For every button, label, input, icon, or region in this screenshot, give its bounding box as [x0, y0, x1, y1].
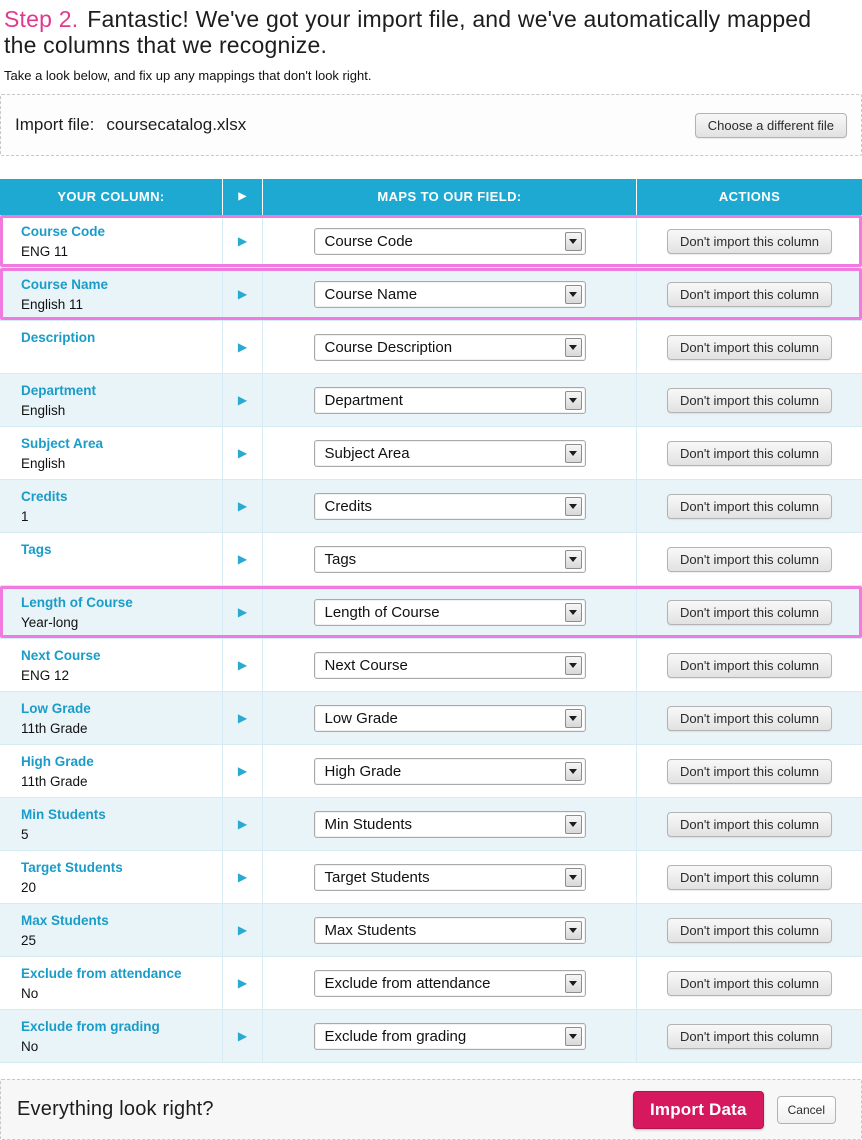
source-column-sample-value: 11th Grade [21, 721, 88, 736]
select-dropdown-arrow-icon[interactable] [565, 444, 582, 463]
dont-import-button[interactable]: Don't import this column [667, 441, 832, 466]
source-column-name: Low Grade [21, 701, 91, 716]
dont-import-button[interactable]: Don't import this column [667, 918, 832, 943]
select-dropdown-arrow-icon[interactable] [565, 921, 582, 940]
select-dropdown-arrow-icon[interactable] [565, 285, 582, 304]
import-file-label: Import file: [15, 115, 95, 134]
maps-to-arrow-icon: ▶ [223, 851, 263, 903]
source-column-name: Credits [21, 489, 68, 504]
mapped-field-selected-value: Low Grade [324, 709, 398, 727]
mapped-field-cell [263, 798, 637, 850]
mapped-field-select[interactable] [314, 811, 586, 838]
table-header-row [0, 179, 862, 215]
source-column-cell [0, 798, 223, 850]
mapped-field-select[interactable] [314, 652, 586, 679]
mapped-field-selected-value: Course Name [324, 285, 418, 303]
caret-down-icon [569, 504, 577, 509]
mapped-field-select[interactable] [314, 917, 586, 944]
table-row [0, 798, 862, 851]
footer-confirmation-box [0, 1079, 862, 1140]
source-column-cell [0, 533, 223, 585]
maps-to-arrow-icon: ▶ [223, 745, 263, 797]
mapped-field-cell [263, 427, 637, 479]
actions-cell [637, 335, 862, 360]
mapped-field-cell [263, 692, 637, 744]
source-column-sample-value: 25 [21, 933, 37, 948]
source-column-cell [0, 374, 223, 426]
table-body [0, 215, 862, 1063]
select-dropdown-arrow-icon[interactable] [565, 497, 582, 516]
source-column-sample-value: 5 [21, 827, 29, 842]
source-column-sample-value: English [21, 403, 66, 418]
mapped-field-selected-value: Credits [324, 497, 373, 515]
maps-to-arrow-icon: ▶ [223, 639, 263, 691]
table-row [0, 639, 862, 692]
select-dropdown-arrow-icon[interactable] [565, 338, 582, 357]
table-row [0, 692, 862, 745]
table-row [0, 851, 862, 904]
source-column-name: Exclude from attendance [21, 966, 182, 981]
mapped-field-selected-value: Next Course [324, 656, 408, 674]
dont-import-button[interactable]: Don't import this column [667, 229, 832, 254]
mapped-field-select[interactable] [314, 334, 586, 361]
cancel-button[interactable]: Cancel [777, 1096, 836, 1124]
mapped-field-selected-value: Department [324, 391, 403, 409]
maps-to-arrow-icon: ▶ [223, 586, 263, 638]
dont-import-button[interactable]: Don't import this column [667, 547, 832, 572]
actions-cell [637, 971, 862, 996]
caret-down-icon [569, 292, 577, 297]
caret-down-icon [569, 239, 577, 244]
mapped-field-selected-value: Course Code [324, 232, 413, 250]
header-maps-to-field: MAPS TO OUR FIELD: [263, 179, 637, 215]
dont-import-button[interactable]: Don't import this column [667, 282, 832, 307]
mapped-field-cell [263, 957, 637, 1009]
caret-down-icon [569, 610, 577, 615]
mapped-field-select[interactable] [314, 1023, 586, 1050]
dont-import-button[interactable]: Don't import this column [667, 335, 832, 360]
source-column-sample-value: ENG 12 [21, 668, 70, 683]
mapped-field-select[interactable] [314, 228, 586, 255]
mapped-field-select[interactable] [314, 281, 586, 308]
source-column-sample-value: No [21, 986, 39, 1001]
mapped-field-cell [263, 745, 637, 797]
mapped-field-cell [263, 374, 637, 426]
caret-down-icon [569, 398, 577, 403]
select-dropdown-arrow-icon[interactable] [565, 709, 582, 728]
source-column-cell [0, 1010, 223, 1062]
mapped-field-selected-value: Tags [324, 550, 357, 568]
page-title [4, 6, 844, 58]
source-column-name: Tags [21, 542, 52, 557]
source-column-cell [0, 215, 223, 267]
actions-cell [637, 812, 862, 837]
select-dropdown-arrow-icon[interactable] [565, 391, 582, 410]
import-file-box [0, 94, 862, 156]
source-column-name: Max Students [21, 913, 109, 928]
source-column-cell [0, 586, 223, 638]
source-column-sample-value: No [21, 1039, 39, 1054]
dont-import-button[interactable]: Don't import this column [667, 706, 832, 731]
source-column-cell [0, 745, 223, 797]
source-column-cell [0, 851, 223, 903]
header-actions: ACTIONS [718, 189, 781, 204]
actions-cell [637, 282, 862, 307]
footer-question: Everything look right? [17, 1098, 214, 1120]
actions-cell [637, 1024, 862, 1049]
dont-import-button[interactable]: Don't import this column [667, 494, 832, 519]
caret-down-icon [569, 451, 577, 456]
table-row [0, 321, 862, 374]
source-column-sample-value: ENG 11 [21, 244, 69, 259]
select-dropdown-arrow-icon[interactable] [565, 603, 582, 622]
source-column-cell [0, 480, 223, 532]
source-column-sample-value: English 11 [21, 297, 84, 312]
mapped-field-select[interactable] [314, 705, 586, 732]
maps-to-arrow-icon: ▶ [223, 215, 263, 267]
table-row [0, 745, 862, 798]
actions-cell [637, 759, 862, 784]
mapped-field-selected-value: Course Description [324, 338, 453, 356]
mapped-field-selected-value: Exclude from attendance [324, 974, 491, 992]
source-column-name: Next Course [21, 648, 101, 663]
mapped-field-cell [263, 1010, 637, 1062]
mapped-field-selected-value: Subject Area [324, 444, 410, 462]
maps-to-arrow-icon: ▶ [223, 904, 263, 956]
actions-cell [637, 918, 862, 943]
actions-cell [637, 494, 862, 519]
actions-cell [637, 706, 862, 731]
caret-down-icon [569, 663, 577, 668]
maps-to-arrow-icon: ▶ [223, 1010, 263, 1062]
source-column-name: Min Students [21, 807, 106, 822]
source-column-cell [0, 268, 223, 320]
table-row [0, 480, 862, 533]
table-row [0, 374, 862, 427]
step-label: Step 2. [4, 6, 79, 32]
source-column-sample-value: 11th Grade [21, 774, 88, 789]
dont-import-button[interactable]: Don't import this column [667, 653, 832, 678]
dont-import-button[interactable]: Don't import this column [667, 1024, 832, 1049]
import-filename: coursecatalog.xlsx [106, 115, 247, 134]
source-column-name: Target Students [21, 860, 123, 875]
table-row [0, 427, 862, 480]
source-column-name: Department [21, 383, 97, 398]
source-column-name: High Grade [21, 754, 94, 769]
source-column-cell [0, 321, 223, 373]
table-row [0, 268, 862, 321]
select-dropdown-arrow-icon[interactable] [565, 974, 582, 993]
table-row [0, 904, 862, 957]
caret-down-icon [569, 1034, 577, 1039]
source-column-name: Course Code [21, 224, 106, 239]
column-mapping-table [0, 179, 862, 1063]
header-your-column: YOUR COLUMN: [0, 179, 223, 215]
select-dropdown-arrow-icon[interactable] [565, 656, 582, 675]
maps-to-arrow-icon: ▶ [223, 957, 263, 1009]
select-dropdown-arrow-icon[interactable] [565, 1027, 582, 1046]
source-column-name: Length of Course [21, 595, 133, 610]
dont-import-button[interactable]: Don't import this column [667, 600, 832, 625]
caret-down-icon [569, 716, 577, 721]
mapped-field-selected-value: Min Students [324, 815, 413, 833]
mapped-field-selected-value: Max Students [324, 921, 417, 939]
mapped-field-select[interactable] [314, 546, 586, 573]
caret-down-icon [569, 928, 577, 933]
select-dropdown-arrow-icon[interactable] [565, 232, 582, 251]
source-column-cell [0, 692, 223, 744]
select-dropdown-arrow-icon[interactable] [565, 815, 582, 834]
maps-to-arrow-icon: ▶ [223, 798, 263, 850]
source-column-sample-value: 1 [21, 509, 29, 524]
mapped-field-select[interactable] [314, 493, 586, 520]
actions-cell [637, 600, 862, 625]
mapped-field-select[interactable] [314, 758, 586, 785]
actions-cell [637, 653, 862, 678]
dont-import-button[interactable]: Don't import this column [667, 812, 832, 837]
maps-to-arrow-icon: ▶ [223, 533, 263, 585]
mapped-field-selected-value: Target Students [324, 868, 430, 886]
maps-to-arrow-icon: ▶ [223, 480, 263, 532]
maps-to-arrow-icon: ▶ [223, 374, 263, 426]
mapped-field-cell [263, 904, 637, 956]
source-column-cell [0, 904, 223, 956]
mapped-field-cell [263, 639, 637, 691]
source-column-name: Subject Area [21, 436, 104, 451]
mapped-field-selected-value: Exclude from grading [324, 1027, 467, 1045]
actions-cell [637, 229, 862, 254]
table-row [0, 1010, 862, 1063]
mapped-field-select[interactable] [314, 599, 586, 626]
actions-cell [637, 388, 862, 413]
dont-import-button[interactable]: Don't import this column [667, 971, 832, 996]
source-column-sample-value: English [21, 456, 66, 471]
mapped-field-select[interactable] [314, 970, 586, 997]
header-arrow-icon: ▶ [223, 179, 263, 215]
maps-to-arrow-icon: ▶ [223, 692, 263, 744]
mapped-field-selected-value: High Grade [324, 762, 402, 780]
actions-cell [637, 865, 862, 890]
dont-import-button[interactable]: Don't import this column [667, 759, 832, 784]
source-column-cell [0, 639, 223, 691]
mapped-field-selected-value: Length of Course [324, 603, 440, 621]
page-subtitle: Take a look below, and fix up any mappings that don't look right. [4, 68, 372, 83]
mapped-field-select[interactable] [314, 387, 586, 414]
dont-import-button[interactable]: Don't import this column [667, 865, 832, 890]
maps-to-arrow-icon: ▶ [223, 268, 263, 320]
mapped-field-cell [263, 215, 637, 267]
dont-import-button[interactable]: Don't import this column [667, 388, 832, 413]
mapped-field-cell [263, 533, 637, 585]
source-column-cell [0, 957, 223, 1009]
source-column-sample-value: 20 [21, 880, 37, 895]
page-title-text: Fantastic! We've got your import file, and we've automatically mapped the columns that we recognize. [4, 6, 812, 58]
caret-down-icon [569, 769, 577, 774]
select-dropdown-arrow-icon[interactable] [565, 868, 582, 887]
caret-down-icon [569, 557, 577, 562]
select-dropdown-arrow-icon[interactable] [565, 762, 582, 781]
caret-down-icon [569, 981, 577, 986]
mapped-field-cell [263, 480, 637, 532]
actions-cell [637, 441, 862, 466]
source-column-cell [0, 427, 223, 479]
table-row [0, 533, 862, 586]
table-row [0, 215, 862, 268]
source-column-name: Exclude from grading [21, 1019, 160, 1034]
caret-down-icon [569, 875, 577, 880]
select-dropdown-arrow-icon[interactable] [565, 550, 582, 569]
source-column-name: Description [21, 330, 96, 345]
maps-to-arrow-icon: ▶ [223, 321, 263, 373]
caret-down-icon [569, 822, 577, 827]
table-row [0, 586, 862, 639]
mapped-field-select[interactable] [314, 440, 586, 467]
mapped-field-select[interactable] [314, 864, 586, 891]
table-row [0, 957, 862, 1010]
maps-to-arrow-icon: ▶ [223, 427, 263, 479]
actions-cell [637, 547, 862, 572]
caret-down-icon [569, 345, 577, 350]
source-column-sample-value: Year-long [21, 615, 79, 630]
mapped-field-cell [263, 268, 637, 320]
mapped-field-cell [263, 321, 637, 373]
mapped-field-cell [263, 851, 637, 903]
mapped-field-cell [263, 586, 637, 638]
source-column-name: Course Name [21, 277, 109, 292]
import-data-button[interactable]: Import Data [633, 1091, 764, 1129]
choose-different-file-button[interactable]: Choose a different file [695, 113, 847, 138]
